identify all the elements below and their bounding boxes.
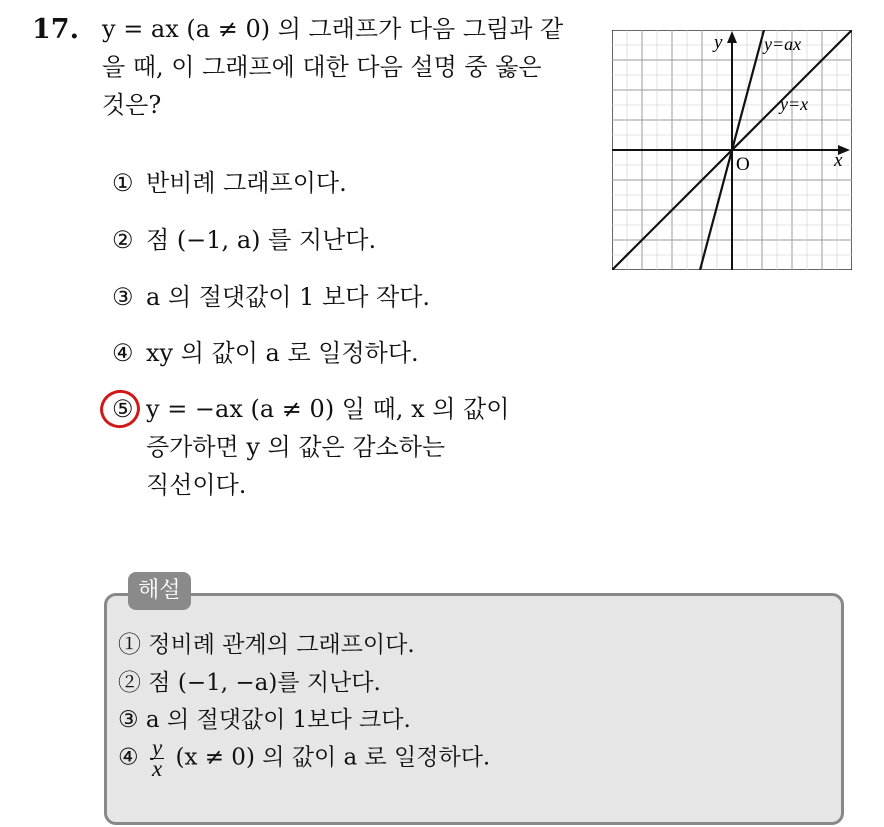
option-text-line: y = −ax (a ≠ 0) 일 때, x 의 값이	[146, 395, 510, 423]
option-text: xy 의 값이 a 로 일정하다.	[146, 339, 419, 367]
explanation-line: ③ a 의 절댓값이 1보다 크다.	[118, 707, 411, 733]
option-mark: ②	[112, 226, 134, 254]
option-text	[146, 390, 566, 504]
option-text: 반비례 그래프이다.	[146, 169, 347, 197]
option-5[interactable]	[112, 390, 572, 504]
explanation-line: ② 점 (−1, −a)를 지난다.	[118, 670, 381, 696]
explanation-tag: 해설	[128, 572, 191, 610]
explanation-line-4	[118, 735, 491, 781]
option-4[interactable]	[112, 334, 572, 372]
fraction-numerator: y	[151, 735, 163, 760]
option-text-line: 증가하면 y 의 값은 감소하는	[146, 433, 446, 461]
option-text: a 의 절댓값이 1 보다 작다.	[146, 283, 431, 311]
line-ax-label: y=ax	[764, 34, 802, 54]
question-stem	[102, 10, 592, 124]
option-mark: ③	[112, 283, 134, 311]
explanation-line: ① 정비례 관계의 그래프이다.	[118, 632, 415, 658]
y-axis-label: y	[714, 32, 723, 53]
option-1[interactable]	[112, 164, 572, 202]
option-mark: ①	[112, 169, 134, 197]
option-text-line: 직선이다.	[146, 471, 247, 499]
option-2[interactable]	[112, 221, 572, 259]
line-x-label: y=x	[780, 94, 809, 114]
option-mark: ⑤	[112, 395, 134, 423]
option-3[interactable]	[112, 278, 572, 316]
option-text: 점 (−1, a) 를 지난다.	[146, 226, 377, 254]
question-number: 17.	[32, 14, 79, 45]
fraction-y-over-x	[150, 735, 164, 781]
stem-line: y = ax (a ≠ 0) 의 그래프가 다음 그림과 같	[102, 15, 564, 43]
graph	[612, 30, 852, 270]
stem-line: 을 때, 이 그래프에 대한 다음 설명 중 옳은	[102, 53, 542, 81]
stem-line: 것은?	[102, 91, 162, 119]
origin-label: O	[736, 154, 750, 175]
x-axis-label: x	[834, 150, 843, 171]
fraction-denominator: x	[151, 756, 163, 781]
explanation-mark: ④	[118, 744, 139, 771]
explanation-text: (x ≠ 0) 의 값이 a 로 일정하다.	[175, 744, 491, 771]
option-mark: ④	[112, 339, 134, 367]
